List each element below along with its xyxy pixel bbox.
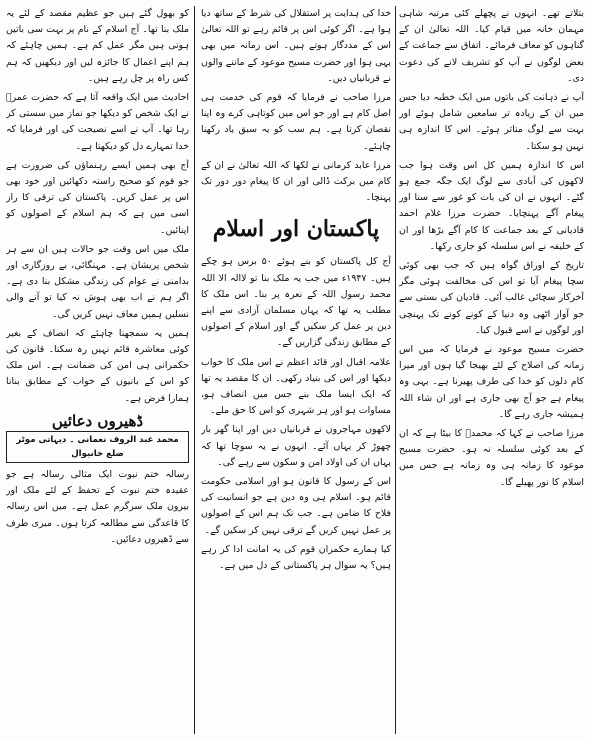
paragraph: ملک میں اس وقت جو حالات ہیں ان سے ہر شخص پریشان ہے۔ مہنگائی، بے روزگاری اور بدامنی نے عوام کی زندگی مشکل بنا دی ہے۔ اگر ہم نے اب بھی ہوش نہ کیا تو آنے والی نسلیں ہمیں معاف نہیں کریں گی۔ bbox=[6, 243, 189, 320]
letter-byline: محمد عبد الروف نعمانی ۔ دیہاتی موٹر ضلع خانیوال bbox=[6, 431, 189, 463]
paragraph: آپ نے ذہانت کی باتوں میں ایک خطبہ دیا جس میں ان کے زیادہ تر سامعین شامل ہوئے اور بہت سے لوگ متاثر ہوئے۔ اس کا اندازہ ہی نہیں ہو سکتا۔ bbox=[399, 92, 584, 152]
paragraph: رسالہ ختم نبوت ایک مثالی رسالہ ہے جو عقیدہ ختم نبوت کے تحفظ کے لئے ملک اور بیرون ملک سرگرم عمل ہے۔ میں اس رسالہ کا قاعدگی سے مطالعہ کرتا ہوں۔ میری طرف سے ڈھیروں دعائیں۔ bbox=[6, 469, 189, 545]
paragraph: آج بھی ہمیں ایسے رہنماؤں کی ضرورت ہے جو قوم کو صحیح راستہ دکھائیں اور خود بھی اس پر عمل کریں۔ پاکستان کی ترقی کا راز اسی میں ہے کہ ہم اسلام کے اصولوں کو اپنائیں۔ bbox=[6, 159, 189, 236]
paragraph: اس کا اندازہ ہمیں کل اس وقت ہوا جب لاکھوں کی آبادی سے لوگ ایک جگہ جمع ہو گئے۔ انہوں نے ان کی بات کو غور سے سنا اور پیغام آگے پہنچایا۔ حضرت مرزا غلام احمد قادیانی کے بعد جماعت کا کام آگے بڑھا اور ان کے خلیفہ نے اس سلسلہ کو جاری رکھا۔ bbox=[399, 159, 584, 252]
paragraph: علامہ اقبال اور قائد اعظم نے اس ملک کا خواب دیکھا اور اس کی بنیاد رکھی۔ ان کا مقصد یہ تھا کہ ایک ایسا ملک بنے جس میں انصاف ہو، مساوات ہو اور ہر شہری کو اس کا حق ملے۔ bbox=[201, 356, 391, 417]
paragraph: کیا ہمارے حکمران قوم کی یہ امانت ادا کر رہے ہیں؟ یہ سوال ہر پاکستانی کے دل میں ہے۔ bbox=[201, 543, 391, 572]
right-column bbox=[399, 6, 584, 734]
left-column bbox=[6, 6, 189, 734]
paragraph: مرزا صاحب نے فرمایا کہ قوم کی خدمت ہی اصل کام ہے اور جو اس میں کوتاہی کرے وہ اپنا نقصان کرتا ہے۔ ہم سب کو یہ سبق یاد رکھنا چاہئے۔ bbox=[201, 92, 391, 152]
paragraph: مرزا عابد کرمانی نے لکھا کہ اللہ تعالیٰ نے ان کے کام میں برکت ڈالی اور ان کا پیغام دور دور تک پہنچا۔ bbox=[201, 159, 391, 204]
paragraph: خدا کی ہدایت پر استقلال کی شرط کے ساتھ دیا ہوا ہے۔ اگر کوئی اس پر قائم رہے تو اللہ تعالیٰ اس کے مددگار ہوتے ہیں۔ اس زمانہ میں بھی یہی ہوا اور حضرت مسیح موعود کے ماننے والوں نے قربانیاں دیں۔ bbox=[201, 8, 391, 84]
article-headline: پاکستان اور اسلام bbox=[212, 216, 380, 243]
paragraph: کو بھول گئے ہیں جو عظیم مقصد کے لئے یہ ملک بنا تھا۔ آج اسلام کے نام پر بہت سی باتیں ہوتی ہیں مگر عمل کم ہے۔ ہمیں چاہئے کہ ہم اپنے اعمال کا جائزہ لیں اور دیکھیں کہ ہم کس راہ پر چل رہے ہیں۔ bbox=[6, 8, 189, 84]
column-divider bbox=[395, 6, 396, 734]
column-divider bbox=[194, 6, 195, 734]
paragraph: حضرت مسیح موعود نے فرمایا کہ میں اس زمانہ کی اصلاح کے لئے بھیجا گیا ہوں اور میرا کام دلوں کو خدا کی طرف پھیرنا ہے۔ یہی وہ پیغام ہے جو آج بھی جاری ہے اور ان شاء اللہ ہمیشہ جاری رہے گا۔ bbox=[399, 344, 584, 420]
paragraph: مرزا صاحب نے کہا کہ محمدؐ کا بیٹا ہے کہ ان کے بعد کوئی سلسلہ نہ ہو۔ حضرت مسیح موعود کا زمانہ ہی وہ زمانہ ہے جس میں اسلام کا نور پھیلے گا۔ bbox=[399, 428, 584, 488]
paragraph: تاریخ کے اوراق گواہ ہیں کہ جب بھی کوئی سچا پیغام آیا تو اس کی مخالفت ہوئی مگر آخرکار سچائی غالب آئی۔ قادیان کی بستی سے جو آواز اٹھی وہ دنیا کے کونے کونے تک پہنچی اور لوگوں نے اسے قبول کیا۔ bbox=[399, 260, 584, 336]
letter-title: ڈھیروں دعائیں bbox=[51, 411, 144, 430]
paragraph: آج کل پاکستان کو بنے ہوئے ۵۰ برس ہو چکے ہیں۔ ۱۹۴۷ء میں جب یہ ملک بنا تو لاالہ الا اللہ محمد رسول اللہ کے نعرہ پر بنا۔ اس ملک کا مطلب یہ تھا کہ یہاں مسلمان آزادی سے اپنے دین پر عمل کر سکیں گے اور اسلام کے اصولوں کے مطابق زندگی گزاریں گے۔ bbox=[201, 256, 391, 349]
paragraph: اس کے رسول کا قانون ہو اور اسلامی حکومت قائم ہو۔ اسلام ہی وہ دین ہے جو انسانیت کی فلاح کا ضامن ہے۔ جب تک ہم اس کے اصولوں پر عمل نہیں کریں گے ترقی نہیں کر سکیں گے۔ bbox=[201, 476, 391, 536]
paragraph: ہمیں یہ سمجھنا چاہئے کہ انصاف کے بغیر کوئی معاشرہ قائم نہیں رہ سکتا۔ قانون کی حکمرانی ہی امن کی ضمانت ہے۔ اس ملک کو اس کے بانیوں کے خواب کے مطابق بنانا ہمارا فرض ہے۔ bbox=[6, 327, 189, 404]
middle-column bbox=[201, 6, 391, 734]
paragraph: لاکھوں مہاجروں نے قربانیاں دیں اور اپنا گھر بار چھوڑ کر یہاں آئے۔ انہوں نے یہ سوچا تھا کہ یہاں ان کی اولاد امن و سکون سے رہے گی۔ bbox=[201, 424, 391, 468]
paragraph: احادیث میں ایک واقعہ آتا ہے کہ حضرت عمرؓ نے ایک شخص کو دیکھا جو نماز میں سستی کر رہا تھا۔ آپ نے اسے نصیحت کی اور فرمایا کہ خدا تمہارے دل کو دیکھتا ہے۔ bbox=[6, 92, 189, 152]
paragraph: بتلاتے تھے۔ انہوں نے پچھلے کئی مرتبہ شاہی مہمان خانہ میں قیام کیا۔ اللہ تعالیٰ ان کے گناہوں کو معاف فرمائے۔ اتفاق سے جماعت کے بعض لوگوں نے آپ کو تشریف لانے کی دعوت دی۔ bbox=[399, 8, 584, 84]
